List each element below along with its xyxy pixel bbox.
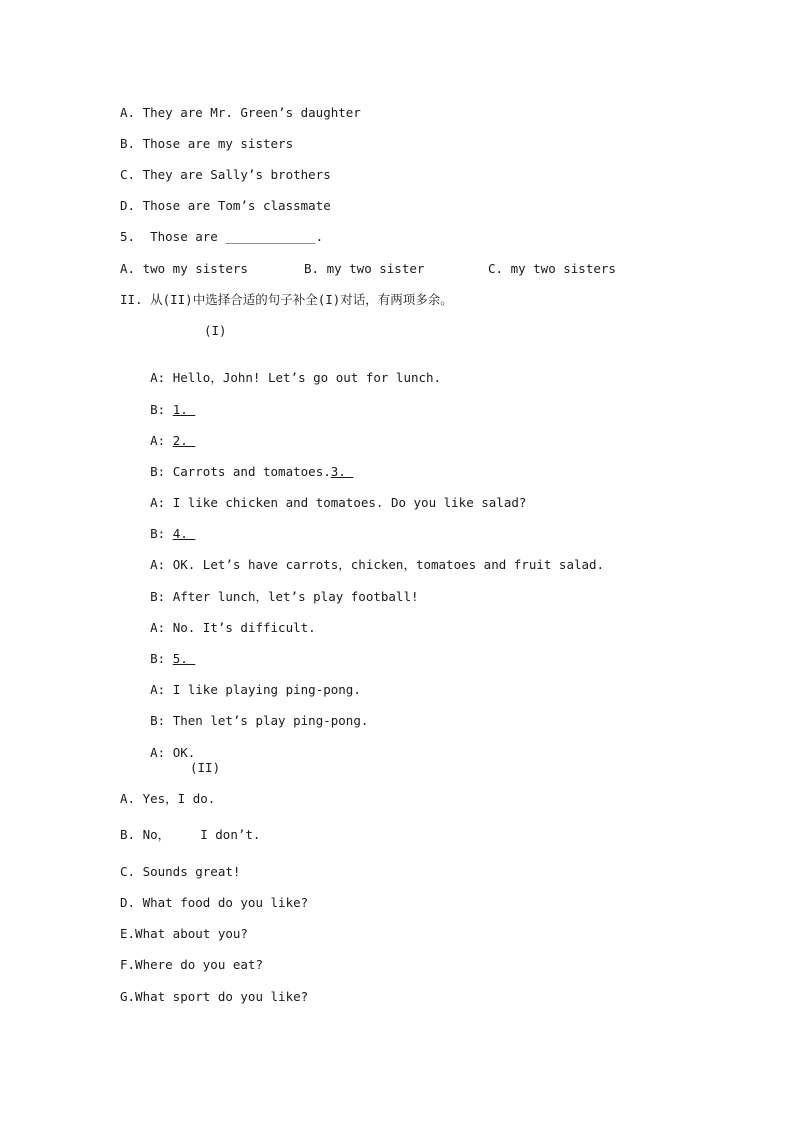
answer-blank-2[interactable]: 2. bbox=[172, 433, 196, 448]
speaker: A: bbox=[150, 433, 166, 448]
speaker: A: bbox=[150, 620, 166, 635]
dialogue-text: Hello，John! Let’s go out for lunch. bbox=[172, 370, 442, 385]
speaker: B: bbox=[150, 651, 166, 666]
dialogue-text: Then let’s play ping-pong. bbox=[172, 713, 369, 728]
part1-label: (I) bbox=[204, 323, 227, 338]
speaker: A: bbox=[150, 495, 166, 510]
speaker: A: bbox=[150, 557, 166, 572]
choice-d: D. What food do you like? bbox=[120, 895, 309, 910]
q5-option-b: B. my two sister bbox=[304, 261, 425, 276]
speaker: B: bbox=[150, 713, 166, 728]
q4-option-c: C. They are Sally’s brothers bbox=[120, 167, 331, 182]
speaker: B: bbox=[150, 589, 166, 604]
section2-title: II. 从(II)中选择合适的句子补全(I)对话，有两项多余。 bbox=[120, 292, 453, 307]
choice-e: E.What about you? bbox=[120, 926, 248, 941]
dialogue-text: OK. Let’s have carrots，chicken，tomatoes and fruit salad. bbox=[172, 557, 605, 572]
speaker: B: bbox=[150, 464, 166, 479]
part2-label: (II) bbox=[190, 760, 221, 775]
choice-g: G.What sport do you like? bbox=[120, 989, 309, 1004]
dialogue-text: Carrots and tomatoes. bbox=[172, 464, 331, 479]
speaker: A: bbox=[150, 370, 166, 385]
answer-blank-5[interactable]: 5. bbox=[172, 651, 196, 666]
dialogue-text: After lunch，let’s play football! bbox=[172, 589, 419, 604]
answer-blank-1[interactable]: 1. bbox=[172, 402, 196, 417]
choice-b: B. No， I don’t. bbox=[120, 827, 261, 842]
dialogue-text: I like playing ping-pong. bbox=[172, 682, 361, 697]
dialogue-text: I like chicken and tomatoes. Do you like salad? bbox=[172, 495, 527, 510]
dialogue-line bbox=[120, 729, 195, 777]
speaker: B: bbox=[150, 526, 166, 541]
answer-blank-3[interactable]: 3. bbox=[330, 464, 354, 479]
speaker: B: bbox=[150, 402, 166, 417]
q4-option-d: D. Those are Tom’s classmate bbox=[120, 198, 331, 213]
choice-a: A. Yes，I do. bbox=[120, 791, 216, 806]
speaker: A: bbox=[150, 745, 166, 760]
q5-option-c: C. my two sisters bbox=[488, 261, 616, 276]
answer-blank-4[interactable]: 4. bbox=[172, 526, 196, 541]
q4-option-a: A. They are Mr. Green’s daughter bbox=[120, 105, 361, 120]
choice-f: F.Where do you eat? bbox=[120, 957, 263, 972]
q4-option-b: B. Those are my sisters bbox=[120, 136, 294, 151]
dialogue-text: OK. bbox=[172, 745, 196, 760]
speaker: A: bbox=[150, 682, 166, 697]
q5-stem: 5. Those are ____________. bbox=[120, 229, 324, 244]
q5-option-a: A. two my sisters bbox=[120, 261, 248, 276]
choice-c: C. Sounds great! bbox=[120, 864, 241, 879]
dialogue-text: No. It’s difficult. bbox=[172, 620, 316, 635]
